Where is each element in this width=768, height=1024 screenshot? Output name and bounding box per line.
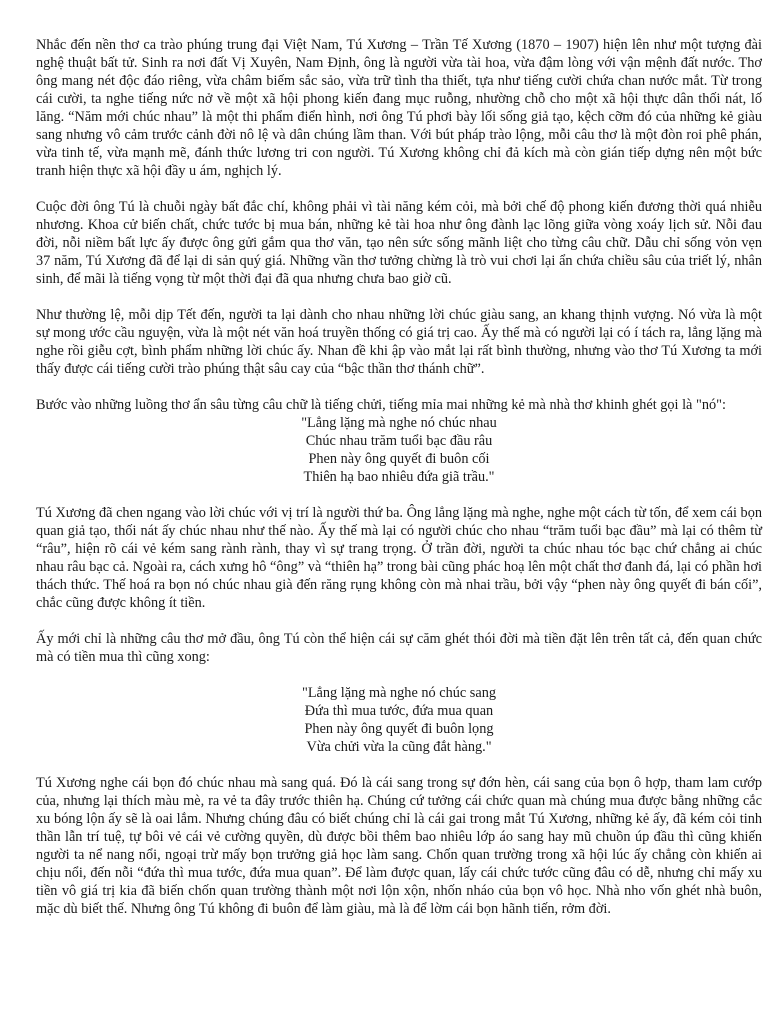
poem-line: Chúc nhau trăm tuổi bạc đầu râu	[305, 433, 493, 449]
paragraph-poem-intro-1: Bước vào những luồng thơ ẩn sâu từng câu chữ là tiếng chửi, tiếng mỉa mai những kẻ mà nhà thơ khinh ghét gọi là "nó":	[36, 397, 726, 413]
poem-line: Phen này ông quyết đi buôn cối	[308, 451, 490, 467]
paragraph-analysis-2: Tú Xương nghe cái bọn đó chúc nhau mà sang quá. Đó là cái sang trong sự đớn hèn, cái sang của bọn ô hợp, tham lam cướp của, nhưng lại thích màu mè, ra vẻ ta đây trước thiên hạ. Chúng cứ tưởng cái chức quan mà chúng mua được bằng những cắc xu bóng lộn ấy sẽ là oai lắm. Nhưng chúng đâu có biết chúng chỉ là cái gai trong mắt Tú Xương, những kẻ ấy, đã kém cỏi tinh thần lẫn trí tuệ, tự bôi vẻ cái vẻ cường quyền, dù được bồi thêm bao nhiêu lớp áo sang hay mũ chuồn úp đầu thì cũng khiến người ta nể nang nổi, ngoại trừ mấy bọn trưởng giả học làm sang. Chốn quan trường trong xã hội lúc ấy chẳng còn khiến ai chịu nổi, đến nỗi “đứa thì mua tước, đứa mua quan”. Để làm được quan, lấy cái chức tước cũng đâu có dễ, nhưng chỉ mấy xu tiền vô giá trị kia đã biến chốn quan trường thành một nơi lộn xộn, nhốn nháo của bọn vô học. Nhà nho vốn ghét nhà buôn, mặc dù biết thế. Nhưng ông Tú không đi buôn để làm giàu, mà là để lờm cái bọn hãnh tiến, rởm đời.	[36, 775, 762, 917]
paragraph-tet-wishes: Như thường lệ, mỗi dịp Tết đến, người ta lại dành cho nhau những lời chúc giàu sang, an khang thịnh vượng. Nó vừa là một sự mong ước cầu nguyện, vừa là một nét văn hoá truyền thống có giá trị cao. Ấy thế mà có người lại có í tách ra, lẳng lặng mà nghe rồi giễu cợt, bình phẩm những lời chúc ấy. Nhan đề khi ập vào mắt lại rất bình thường, nhưng vào thơ Tú Xương ta mới thấy được cái tiếng cười trào phúng thật sâu cay của “bậc thần thơ thánh chữ”.	[36, 307, 762, 377]
paragraph-poem-intro-2: Ấy mới chỉ là những câu thơ mở đầu, ông Tú còn thể hiện cái sự căm ghét thói đời mà tiền đặt lên trên tất cả, đến quan chức mà có tiền mua thì cũng xong:	[36, 631, 762, 665]
poem-line: Thiên hạ bao nhiêu đứa giã trầu."	[303, 469, 495, 485]
poem-line: Đứa thì mua tước, đứa mua quan	[304, 703, 494, 719]
document-page	[36, 36, 762, 936]
paragraph-biography: Cuộc đời ông Tú là chuỗi ngày bất đắc chí, không phải vì tài năng kém cỏi, mà bởi chế độ phong kiến đương thời quá nhiễu nhương. Khoa cử biến chất, chức tước bị mua bán, những kẻ tài hoa như ông đành lạc lõng giữa vòng xoáy lịch sử. Nỗi đau đời, nỗi niềm bất lực ấy được ông gửi gắm qua thơ văn, tạo nên sức sống mãnh liệt cho từng câu chữ. Dẫu chỉ sống vỏn vẹn 37 năm, Tú Xương đã để lại di sản quý giá. Những vần thơ tưởng chừng là trò vui chơi lại ẩn chứa chiều sâu của triết lý, nhân sinh, để mãi là tiếng vọng từ một thời đại đã qua nhưng chưa bao giờ cũ.	[36, 199, 762, 287]
poem-line: Vừa chửi vừa la cũng đắt hàng."	[306, 739, 492, 755]
poem-stanza-1	[36, 414, 762, 486]
paragraph-intro: Nhắc đến nền thơ ca trào phúng trung đại Việt Nam, Tú Xương – Trần Tế Xương (1870 – 1907) hiện lên như một tượng đài nghệ thuật bất tử. Sinh ra nơi đất Vị Xuyên, Nam Định, ông là người vừa tài hoa, vừa đậm lòng với vận mệnh đất nước. Thơ ông mang nét độc đáo riêng, vừa châm biếm sắc sảo, vừa trữ tình tha thiết, tựa như tiếng cười chứa chan nước mắt. Từ trong cái cười, ta nghe tiếng nức nở về một xã hội phong kiến đang mục ruỗng, nhường chỗ cho một xã hội thực dân thối nát, lố lăng. “Năm mới chúc nhau” là một thi phẩm điển hình, nơi ông Tú phơi bày lối sống giả tạo, kệch cỡm đó của những kẻ giàu sang nhưng vô cảm trước cảnh đời nô lệ và dân chúng lầm than. Với bút pháp trào lộng, mỗi câu thơ là một đòn roi phê phán, vừa tinh tế, vừa mạnh mẽ, đánh thức lương tri con người. Tú Xương không chỉ đả kích mà còn gián tiếp dựng nên một bức tranh hiện thực xã hội đầy u ám, nghịch lý.	[36, 37, 762, 179]
poem-stanza-2	[36, 684, 762, 756]
poem-line: Phen này ông quyết đi buôn lọng	[304, 721, 494, 737]
poem-line: "Lẳng lặng mà nghe nó chúc nhau	[301, 415, 497, 431]
paragraph-analysis-1: Tú Xương đã chen ngang vào lời chúc với vị trí là người thứ ba. Ông lẳng lặng mà nghe, nghe một cách từ tốn, để xem cái bọn quan giả tạo, thối nát ấy chúc nhau như thế nào. Ấy thế mà lại có người chúc cho nhau “trăm tuổi bạc đầu” mà lại có thêm từ “râu”, hiện rõ cái vẻ kém sang rành rành, thay vì sự trang trọng. Ở trần đời, người ta chúc nhau tóc bạc chứ chẳng ai chúc nhau râu bạc cả. Ngoài ra, cách xưng hô “ông” và “thiên hạ” trong bài cũng phác hoạ lên một chất thơ đanh đá, lại có phần hơi thách thức. Thế hoá ra bọn nó chúc nhau già đến răng rụng không còn mà nhai trầu, bởi vậy “phen này ông quyết đi bán cối”, chắc cũng được không ít tiền.	[36, 505, 762, 611]
poem-line: "Lẳng lặng mà nghe nó chúc sang	[301, 685, 497, 701]
